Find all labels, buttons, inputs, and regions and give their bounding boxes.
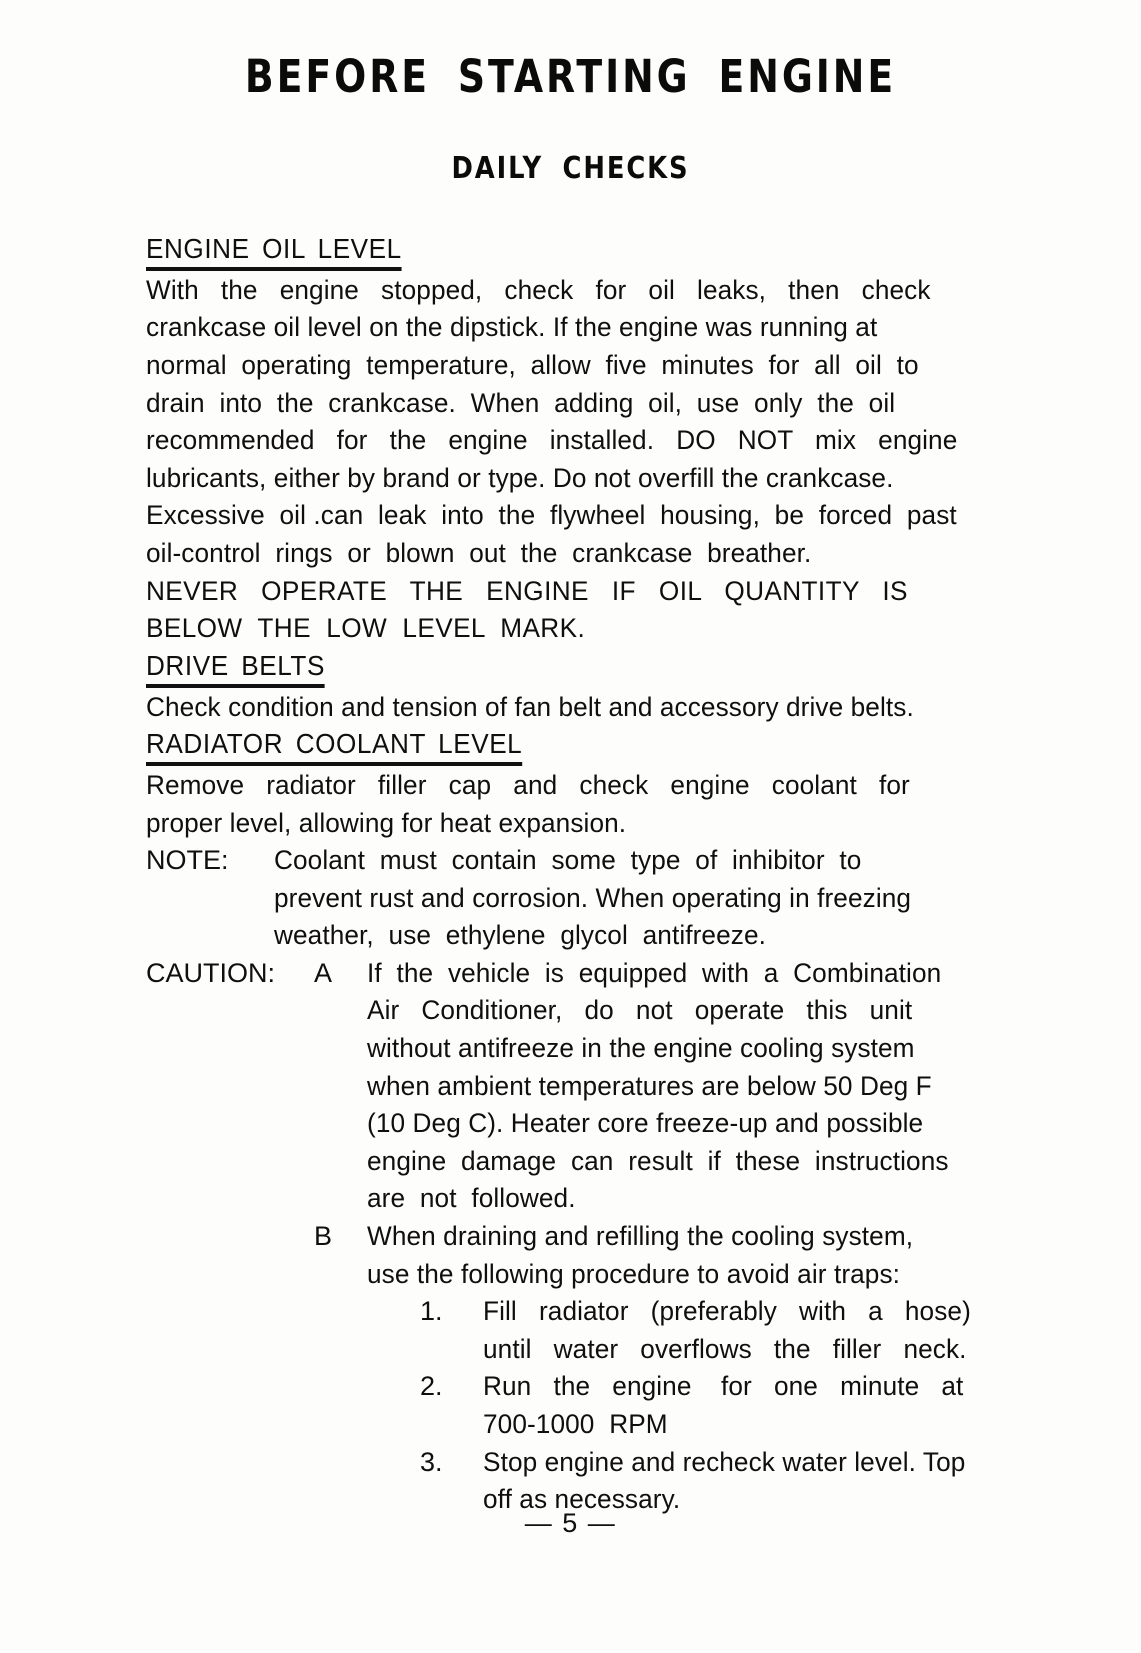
text-line: Run the engine for one minute at [483,1371,964,1402]
text-line: With the engine stopped, check for oil leaks, then check [146,274,931,305]
text-line: proper level, allowing for heat expansion. [146,807,627,838]
caution-item-a-text [367,955,958,1218]
caution-item-a-paragraph [367,955,949,1218]
text-line: 700-1000 RPM [483,1409,668,1440]
procedure-step-list [420,1293,971,1519]
text-line: crankcase oil level on the dipstick. If the engine was running at [146,312,878,343]
step-marker-2: 2. [420,1371,443,1402]
text-line: prevent rust and corrosion. When operating in freezing [274,882,912,913]
text-line: Air Conditioner, do not operate this unit [367,995,913,1026]
note-paragraph [274,842,937,955]
text-line: Check condition and tension of fan belt and accessory drive belts. [146,691,914,722]
step-paragraph-1 [483,1293,971,1368]
text-line: If the vehicle is equipped with a Combination [367,957,942,988]
caution-block-item-a [146,955,958,1218]
paragraph-drive-belts [146,689,934,727]
step-marker-1: 1. [420,1296,443,1327]
text-line: When draining and refilling the cooling system, [367,1221,914,1252]
step-paragraph-2 [483,1368,964,1443]
document-body [146,233,971,1519]
caution-block-item-b [314,1218,971,1519]
procedure-step [420,1293,971,1368]
text-line: Fill radiator (preferably with a hose) [483,1296,971,1327]
note-block [146,842,958,955]
text-line: normal operating temperature, allow five minutes for all oil to [146,349,919,380]
warning-oil-quantity [146,573,934,648]
section-heading-drive-belts: DRIVE BELTS [146,651,325,688]
caution-item-b-paragraph [367,1218,940,1293]
caution-label: CAUTION: [146,957,276,988]
text-line: engine damage can result if these instructions [367,1145,949,1176]
text-line: recommended for the engine installed. DO NOT mix engine [146,425,958,456]
caution-item-marker-a: A [314,957,333,988]
text-line: BELOW THE LOW LEVEL MARK. [146,613,586,644]
text-line: drain into the crankcase. When adding oil, use only the oil [146,387,896,418]
text-line: Remove radiator filler cap and check engine coolant for [146,769,910,800]
text-line: use the following procedure to avoid air traps: [367,1258,901,1289]
text-line: lubricants, either by brand or type. Do not overfill the crankcase. [146,462,894,493]
section-heading-engine-oil-level: ENGINE OIL LEVEL [146,234,402,271]
section-radiator-coolant-level [146,729,958,767]
procedure-step [420,1368,964,1443]
text-line: Stop engine and recheck water level. Top [483,1446,966,1477]
text-line: Coolant must contain some type of inhibitor to [274,845,862,876]
text-line: weather, use ethylene glycol antifreeze. [274,920,766,951]
section-heading-radiator-coolant-level: RADIATOR COOLANT LEVEL [146,729,522,766]
text-line: without antifreeze in the engine cooling system [367,1033,915,1064]
text-line: Excessive oil .can leak into the flywheel housing, be forced past [146,500,957,531]
text-line: (10 Deg C). Heater core freeze-up and possible [367,1108,924,1139]
text-line: oil-control rings or blown out the crankcase breather. [146,537,812,568]
step-text-2 [483,1368,964,1443]
caution-item-b-row [314,1218,971,1519]
note-label: NOTE: [146,845,229,876]
paragraph-engine-oil-level [146,272,958,573]
text-line: until water overflows the filler neck. [483,1333,967,1364]
text-line: NEVER OPERATE THE ENGINE IF OIL QUANTITY IS [146,575,908,606]
section-engine-oil-level [146,234,958,272]
section-drive-belts [146,651,958,689]
step-marker-3: 3. [420,1446,443,1477]
page-title: BEFORE STARTING ENGINE [244,50,897,103]
paragraph-radiator-coolant-level [146,767,934,842]
note-text [274,842,958,955]
text-line: when ambient temperatures are below 50 Deg F [367,1070,932,1101]
page-number: — 5 — [524,1508,617,1538]
text-line: off as necessary. [483,1484,681,1515]
text-line: are not followed. [367,1183,576,1214]
caution-item-marker-b: B [314,1221,333,1252]
caution-item-b-text [367,1218,971,1519]
page-subtitle: DAILY CHECKS [451,151,690,186]
step-text-1 [483,1293,971,1368]
